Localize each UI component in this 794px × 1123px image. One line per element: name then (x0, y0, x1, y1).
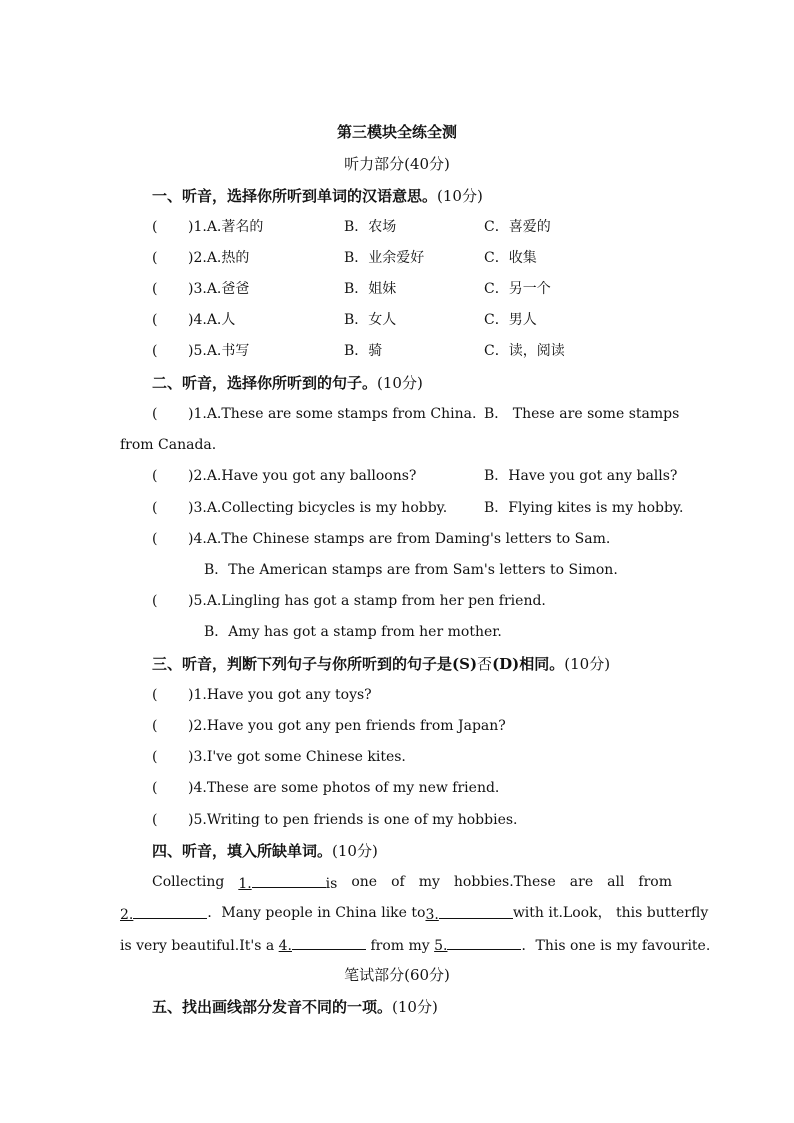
cloze-word: one (351, 874, 378, 890)
section3-heading-mid: 否 (477, 655, 493, 673)
section4-score: (10分) (332, 842, 378, 860)
answer-paren[interactable]: ( (152, 812, 158, 828)
section5-score: (10分) (392, 998, 438, 1016)
section2-item-1-continued: from Canada. (120, 437, 217, 453)
cloze-text: from my (370, 938, 430, 954)
cloze-blank-4[interactable]: 4. (279, 938, 366, 954)
section3-heading-s: (S) (452, 655, 478, 673)
page-title: 第三模块全练全测 (336, 123, 457, 141)
section5-heading-text: 五、找出画线部分发音不同的一项。 (152, 998, 393, 1016)
answer-paren[interactable]: ( (152, 780, 158, 796)
cloze-blank-5[interactable]: 5. (434, 938, 521, 954)
answer-paren[interactable]: ( (152, 749, 158, 765)
written-part-title: 笔试部分(60分) (344, 966, 450, 984)
section1-heading (152, 186, 483, 206)
sentence-b: B． These are some stamps (484, 406, 680, 422)
section2-score: (10分) (377, 374, 423, 392)
statement: )2.Have you got any pen friends from Japan? (188, 718, 506, 734)
statement: )4.These are some photos of my new friend. (188, 780, 500, 796)
section3-heading-pre: 三、听音，判断下列句子与你所听到的句子是 (152, 655, 453, 673)
cloze-text: ．Many people in China like to (207, 905, 426, 921)
cloze-blank-1[interactable]: 1. is (238, 872, 337, 894)
cloze-word: Collecting (152, 874, 225, 890)
option-c: C．男人 (484, 312, 537, 328)
cloze-line-1 (152, 872, 672, 894)
option-b: B．姐妹 (344, 281, 397, 297)
blank-line (133, 903, 207, 919)
section5-heading (152, 997, 438, 1017)
answer-paren[interactable]: ( (152, 531, 158, 547)
option-c: C．收集 (484, 250, 537, 266)
sentence-a: )2.A.Have you got any balloons? (188, 468, 417, 484)
option-a: )3.A.爸爸 (188, 281, 250, 297)
sentence-a: )5.A.Lingling has got a stamp from her pen friend. (188, 593, 546, 609)
option-a: )5.A.书写 (188, 343, 250, 359)
option-c: C．另一个 (484, 281, 551, 297)
option-b: B．业余爱好 (344, 250, 425, 266)
cloze-word: all (607, 874, 625, 890)
section2-heading-text: 二、听音，选择你所听到的句子。 (152, 374, 378, 392)
listening-part-title: 听力部分(40分) (344, 155, 450, 173)
option-a: )2.A.热的 (188, 250, 250, 266)
answer-paren[interactable]: ( (152, 500, 158, 516)
sentence-b: B．Flying kites is my hobby. (484, 500, 684, 516)
statement: )3.I've got some Chinese kites. (188, 749, 406, 765)
cloze-text: is very beautiful.It's a (120, 938, 275, 954)
cloze-blank-3[interactable]: 3. (425, 903, 512, 925)
blank-line (252, 872, 326, 888)
cloze-word: from (638, 874, 672, 890)
sentence-b: B．The American stamps are from Sam's letters to Simon. (204, 562, 618, 578)
option-b: B．女人 (344, 312, 397, 328)
cloze-word: are (569, 874, 594, 890)
cloze-line-3 (120, 934, 710, 956)
answer-paren[interactable]: ( (152, 312, 158, 328)
section3-score: (10分) (564, 655, 611, 673)
cloze-blank-2[interactable]: 2. (120, 903, 207, 925)
answer-paren[interactable]: ( (152, 343, 158, 359)
cloze-text: ．This one is my favourite. (521, 938, 711, 954)
answer-paren[interactable]: ( (152, 687, 158, 703)
answer-paren[interactable]: ( (152, 281, 158, 297)
sentence-a: )1.A.These are some stamps from China. (188, 406, 477, 422)
answer-paren[interactable]: ( (152, 593, 158, 609)
option-c: C．读，阅读 (484, 343, 565, 359)
cloze-line-2 (120, 903, 709, 925)
section4-heading-text: 四、听音，填入所缺单词。 (152, 842, 333, 860)
blank-line (439, 903, 513, 919)
section4-heading (152, 841, 378, 861)
answer-paren[interactable]: ( (152, 250, 158, 266)
option-c: C．喜爱的 (484, 219, 551, 235)
section3-heading (152, 654, 610, 674)
answer-paren[interactable]: ( (152, 468, 158, 484)
blank-line (447, 934, 521, 950)
section3-heading-post: 相同。 (519, 655, 565, 673)
answer-paren[interactable]: ( (152, 406, 158, 422)
option-a: )4.A.人 (188, 312, 236, 328)
section2-heading (152, 373, 423, 393)
section1-heading-text: 一、听音，选择你所听到单词的汉语意思。 (152, 187, 438, 205)
cloze-word: hobbies.These (453, 874, 556, 890)
answer-paren[interactable]: ( (152, 718, 158, 734)
statement: )1.Have you got any toys? (188, 687, 372, 703)
sentence-b: B．Amy has got a stamp from her mother. (204, 624, 502, 640)
section1-score: (10分) (437, 187, 483, 205)
statement: )5.Writing to pen friends is one of my hobbies. (188, 812, 518, 828)
option-a: )1.A.著名的 (188, 219, 264, 235)
answer-paren[interactable]: ( (152, 219, 158, 235)
cloze-word: my (418, 874, 440, 890)
sentence-a: )3.A.Collecting bicycles is my hobby. (188, 500, 448, 516)
blank-line (292, 934, 366, 950)
sentence-b: B．Have you got any balls? (484, 468, 678, 484)
cloze-word: of (391, 874, 405, 890)
section3-heading-d: (D) (492, 655, 520, 673)
option-b: B．农场 (344, 219, 397, 235)
option-b: B．骑 (344, 343, 383, 359)
sentence-a: )4.A.The Chinese stamps are from Daming's letters to Sam. (188, 531, 611, 547)
cloze-text: with it.Look， this butterfly (512, 905, 709, 921)
